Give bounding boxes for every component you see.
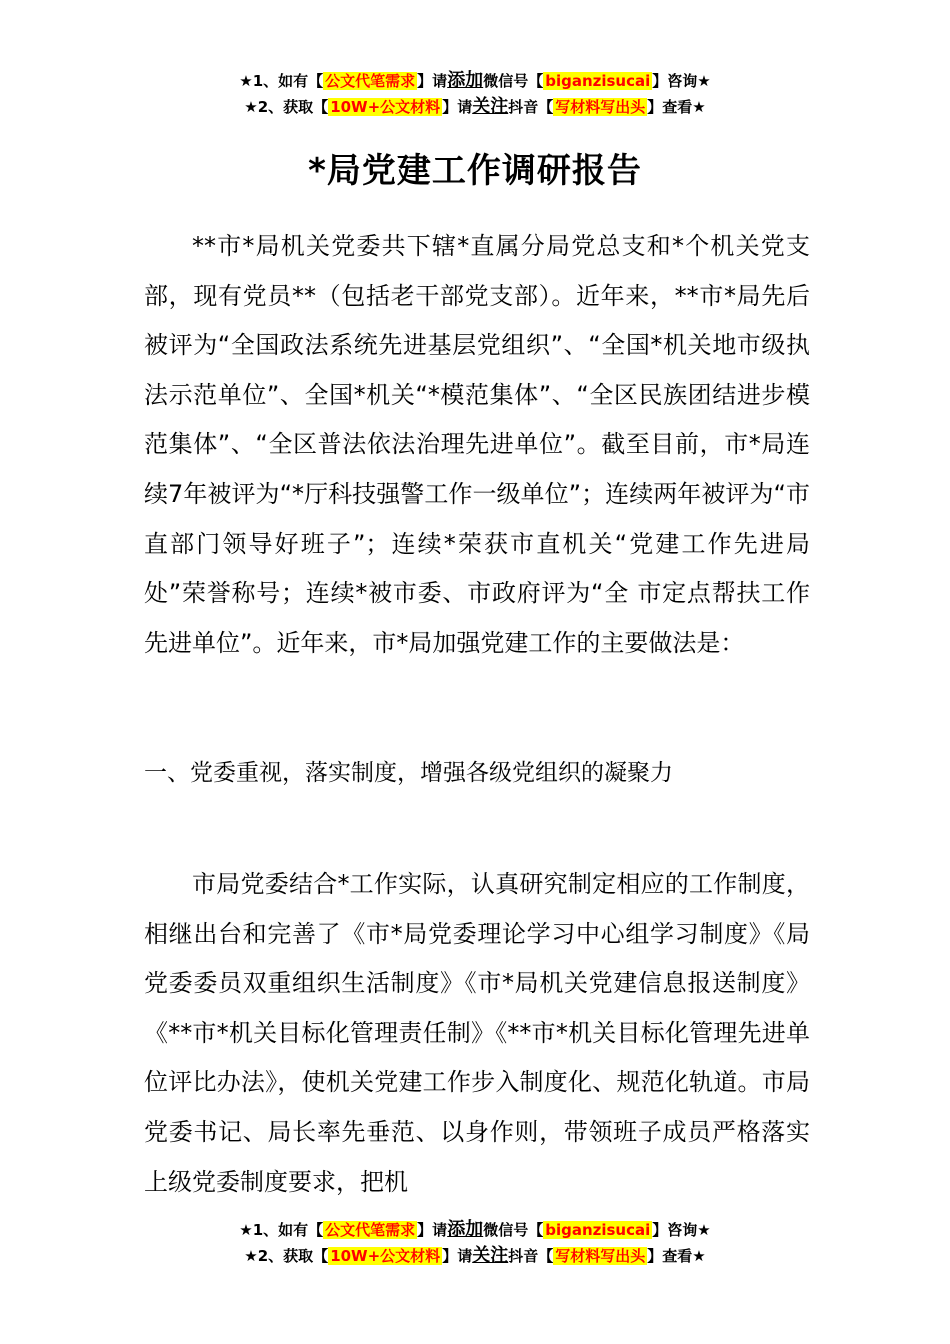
banner-line-2: ★2、获取【 10W+公文材料 】请关注抖音【 写材料写出头 】查看★ [244, 1245, 706, 1266]
banner-line-1: ★1、如有【 公文代笔需求 】请添加微信号【 biganzisucai 】咨询★ [239, 70, 711, 91]
banner-wechat-id: biganzisucai [545, 1221, 651, 1239]
banner-highlight: 10W+公文材料 [330, 98, 441, 116]
banner-wechat-id: biganzisucai [545, 72, 651, 90]
section-heading: 一、党委重视，落实制度，增强各级党组织的凝聚力 [144, 760, 673, 786]
header-banner [0, 68, 950, 120]
banner-line-1: ★1、如有【 公文代笔需求 】请添加微信号【 biganzisucai 】咨询★ [239, 1219, 711, 1240]
banner-highlight: 公文代笔需求 [325, 1221, 416, 1239]
paragraph-body: 市局党委结合*工作实际，认真研究制定相应的工作制度，相继出台和完善了《市*局党委理论学习中心组学习制度》《局党委委员双重组织生活制度》《市*局机关党建信息报送制度》《**市*机关目标化管理责任制》《**市*机关目标化管理先进单位评比办法》，使机关党建工作步入制度化、规范化轨道。市局党委书记、局长率先垂范、以身作则，带领班子成员严格落实上级党委制度要求，把机 [144, 870, 810, 1196]
banner-douyin-id: 写材料写出头 [555, 98, 646, 116]
banner-douyin-id: 写材料写出头 [555, 1247, 646, 1265]
footer-banner [0, 1217, 950, 1269]
paragraph-intro: **市*局机关党委共下辖*直属分局党总支和*个机关党支部，现有党员**（包括老干部党支部）。近年来，**市*局先后被评为“全国政法系统先进基层党组织”、“全国*机关地市级执法示范单位”、全国*机关“*模范集体”、“全区民族团结进步模范集体”、“全区普法依法治理先进单位”。截至目前，市*局连续7年被评为“*厅科技强警工作一级单位”；连续两年被评为“市直部门领导好班子”；连续*荣获市直机关“党建工作先进局处”荣誉称号；连续*被市委、市政府评为“全 市定点帮扶工作先进单位”。近年来，市*局加强党建工作的主要做法是： [144, 232, 810, 657]
banner-line-2: ★2、获取【 10W+公文材料 】请关注抖音【 写材料写出头 】查看★ [244, 96, 706, 117]
banner-highlight: 10W+公文材料 [330, 1247, 441, 1265]
banner-highlight: 公文代笔需求 [325, 72, 416, 90]
document-title: *局党建工作调研报告 [308, 151, 642, 191]
